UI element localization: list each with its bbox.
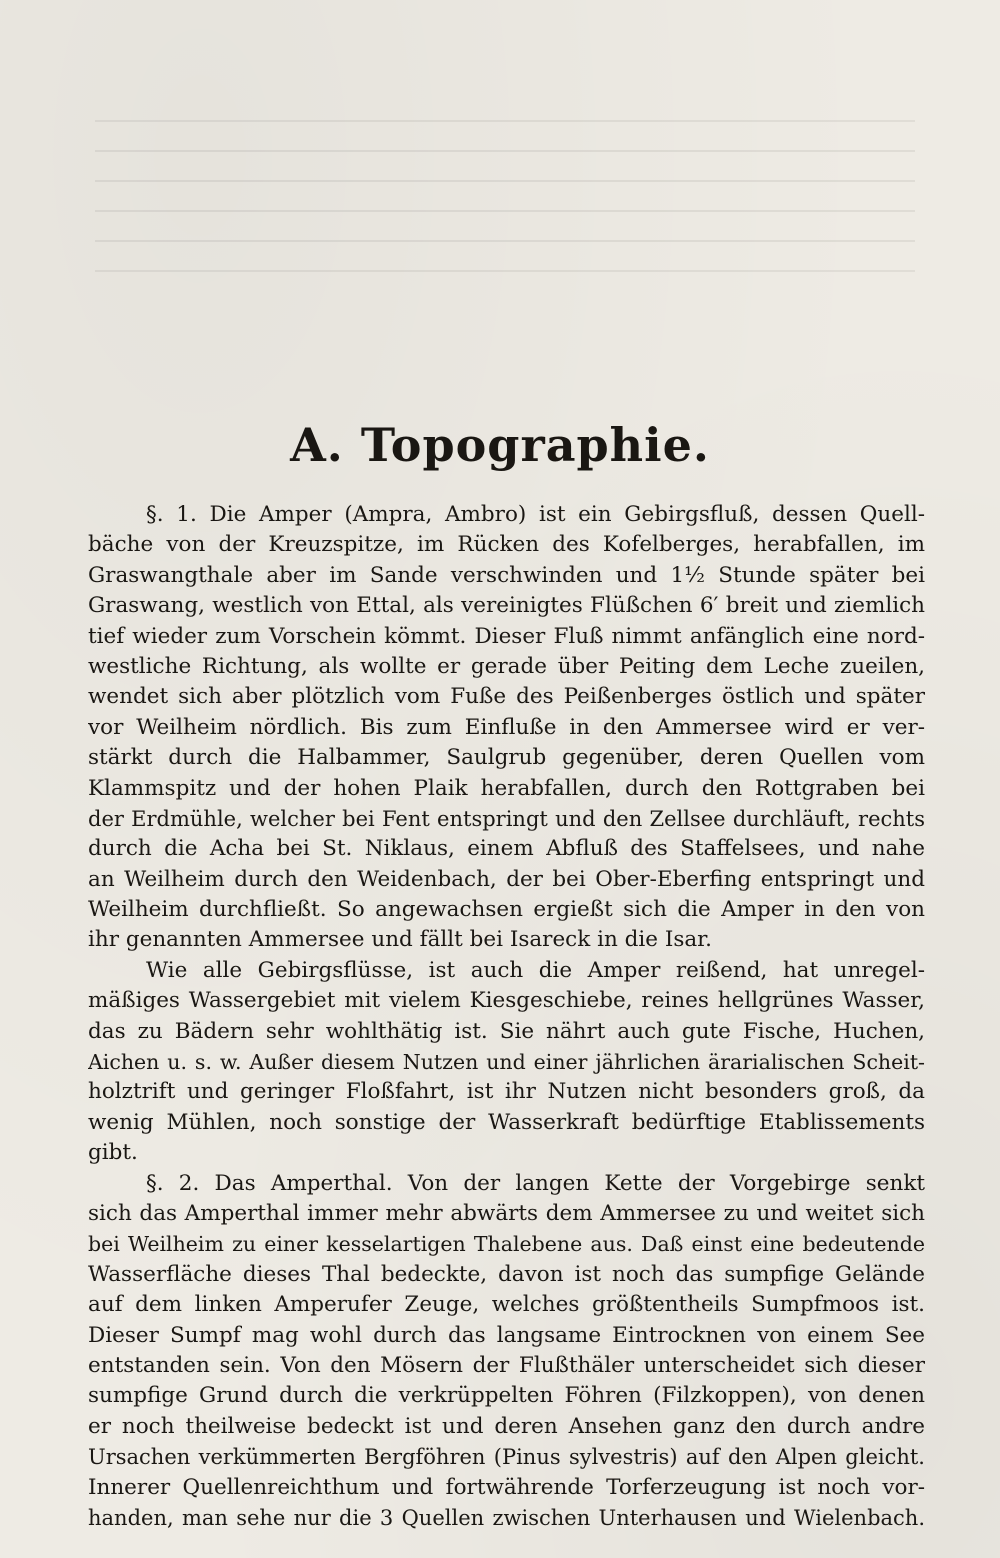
text-line: bäche von der Kreuzspitze, im Rücken des Kofelberges, herabfallen, im xyxy=(88,532,925,558)
text-line: mäßiges Wassergebiet mit vielem Kiesgeschiebe, reines hellgrünes Wasser, xyxy=(88,988,925,1014)
text-line: der Erdmühle, welcher bei Fent entspringt und den Zellsee durchläuft, rechts xyxy=(88,806,925,831)
text-line: sumpfige Grund durch die verkrüppelten Föhren (Filzkoppen), von denen xyxy=(88,1383,925,1409)
text-line: wendet sich aber plötzlich vom Fuße des Peißenberges östlich und später xyxy=(88,684,925,710)
text-line: ihr genannten Ammersee und fällt bei Isareck in die Isar. xyxy=(88,927,712,953)
text-line: vor Weilheim nördlich. Bis zum Einfluße in den Ammersee wird er ver- xyxy=(88,714,925,740)
text-line: sich das Amperthal immer mehr abwärts dem Ammersee zu und weitet sich xyxy=(88,1200,925,1226)
body-text xyxy=(88,500,925,1533)
text-line: §. 1. Die Amper (Ampra, Ambro) ist ein Gebirgsfluß, dessen Quell- xyxy=(146,502,925,527)
text-line: tief wieder zum Vorschein kömmt. Dieser Fluß nimmt anfänglich eine nord- xyxy=(88,623,925,649)
text-line: gibt. xyxy=(88,1140,138,1166)
text-line: Graswang, westlich von Ettal, als vereinigtes Flüßchen 6′ breit und ziemlich xyxy=(88,593,925,619)
text-line: §. 2. Das Amperthal. Von der langen Kette der Vorgebirge senkt xyxy=(146,1170,925,1196)
text-line: auf dem linken Amperufer Zeuge, welches größtentheils Sumpfmoos ist. xyxy=(88,1292,925,1318)
text-line: handen, man sehe nur die 3 Quellen zwischen Unterhausen und Wielenbach. xyxy=(88,1505,925,1530)
text-line: das zu Bädern sehr wohlthätig ist. Sie nährt auch gute Fische, Huchen, xyxy=(88,1018,925,1044)
text-line: an Weilheim durch den Weidenbach, der bei Ober-Eberfing entspringt und xyxy=(88,866,925,892)
text-line: stärkt durch die Halbammer, Saulgrub gegenüber, deren Quellen vom xyxy=(88,745,925,771)
text-line: Dieser Sumpf mag wohl durch das langsame Eintrocknen von einem See xyxy=(88,1322,925,1348)
section-heading: A. Topographie. xyxy=(290,418,710,472)
show-through-from-reverse xyxy=(95,120,915,300)
text-line: Weilheim durchfließt. So angewachsen ergießt sich die Amper in den von xyxy=(88,897,925,923)
text-line: er noch theilweise bedeckt ist und deren Ansehen ganz den durch andre xyxy=(88,1413,925,1439)
text-line: Graswangthale aber im Sande verschwinden und 1½ Stunde später bei xyxy=(88,562,925,588)
text-line: Innerer Quellenreichthum und fortwährende Torferzeugung ist noch vor- xyxy=(88,1474,925,1500)
text-line: Wasserfläche dieses Thal bedeckte, davon ist noch das sumpfige Gelände xyxy=(88,1261,925,1287)
text-line: Ursachen verkümmerten Bergföhren (Pinus sylvestris) auf den Alpen gleicht. xyxy=(88,1445,925,1470)
text-line: wenig Mühlen, noch sonstige der Wasserkraft bedürftige Etablissements xyxy=(88,1109,925,1135)
text-line: durch die Acha bei St. Niklaus, einem Abfluß des Staffelsees, und nahe xyxy=(88,836,925,862)
text-line: holztrift und geringer Floßfahrt, ist ihr Nutzen nicht besonders groß, da xyxy=(88,1079,925,1105)
text-line: entstanden sein. Von den Mösern der Flußthäler unterscheidet sich dieser xyxy=(88,1352,925,1378)
text-line: Aichen u. s. w. Außer diesem Nutzen und einer jährlichen ärarialischen Scheit- xyxy=(88,1050,925,1075)
text-line: Wie alle Gebirgsflüsse, ist auch die Amper reißend, hat unregel- xyxy=(146,957,925,983)
text-line: bei Weilheim zu einer kesselartigen Thalebene aus. Daß einst eine bedeutende xyxy=(88,1232,925,1257)
text-line: westliche Richtung, als wollte er gerade über Peiting dem Leche zueilen, xyxy=(88,653,925,679)
text-line: Klammspitz und der hohen Plaik herabfallen, durch den Rottgraben bei xyxy=(88,775,925,801)
